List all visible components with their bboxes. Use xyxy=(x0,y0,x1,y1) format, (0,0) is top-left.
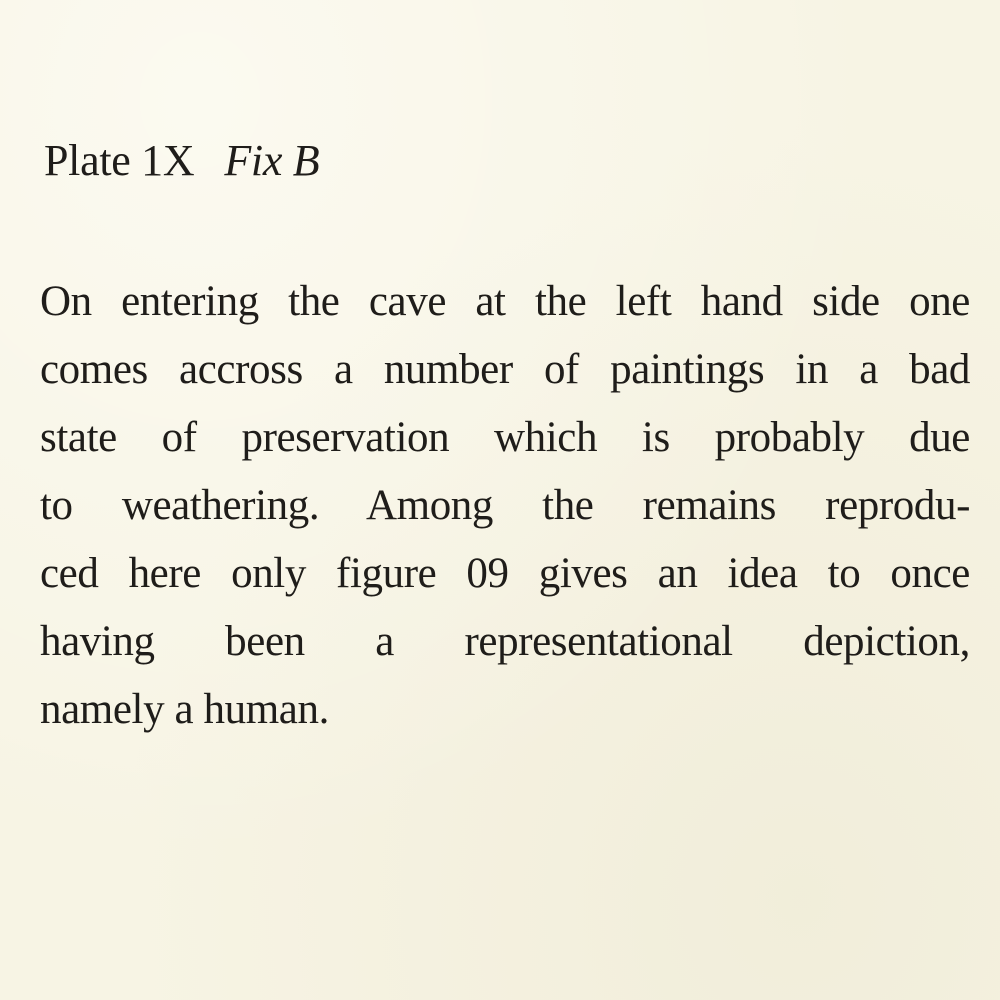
text-line: ced here only figure 09 gives an idea to once xyxy=(40,550,970,597)
text-line: to weathering. Among the remains reprodu- xyxy=(40,482,970,529)
text-line: state of preservation which is probably due xyxy=(40,414,970,461)
text-line: On entering the cave at the left hand side one xyxy=(40,278,970,325)
text-line: having been a representational depiction, xyxy=(40,618,970,665)
plate-number: Plate 1X xyxy=(44,136,195,185)
plate-description xyxy=(40,268,970,744)
text-line: namely a human. xyxy=(40,686,329,733)
plate-subtitle: Fix B xyxy=(224,136,320,185)
plate-heading xyxy=(44,135,319,187)
text-line: comes accross a number of paintings in a bad xyxy=(40,346,970,393)
